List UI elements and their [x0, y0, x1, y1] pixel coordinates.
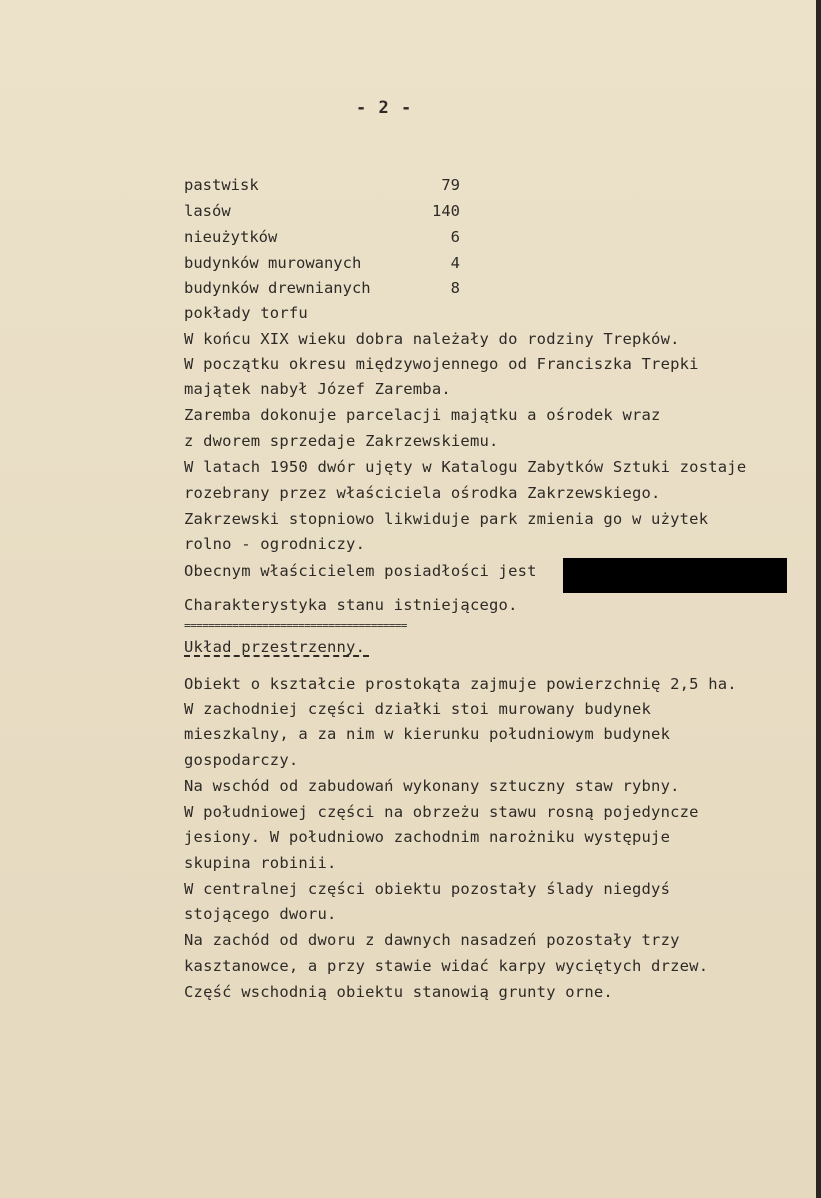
body-line: jesiony. W południowo zachodnim narożniku występuje	[184, 828, 671, 846]
history-line: pokłady torfu	[184, 304, 308, 322]
body-line: W centralnej części obiektu pozostały ślady niegdyś	[184, 880, 671, 898]
inventory-value: 8	[450, 279, 460, 297]
inventory-value: 4	[450, 254, 460, 272]
body-line: W południowej części na obrzeżu stawu rosną pojedyncze	[184, 803, 699, 821]
body-line: Na zachód od dworu z dawnych nasadzeń pozostały trzy	[184, 931, 680, 949]
history-line: Zakrzewski stopniowo likwiduje park zmienia go w użytek	[184, 510, 709, 528]
history-line: Zaremba dokonuje parcelacji majątku a ośrodek wraz	[184, 406, 661, 424]
history-line: W początku okresu międzywojennego od Franciszka Trepki	[184, 355, 699, 373]
body-line: Część wschodnią obiektu stanowią grunty orne.	[184, 983, 613, 1001]
inventory-label: nieużytków	[184, 228, 278, 246]
history-line: W latach 1950 dwór ujęty w Katalogu Zabytków Sztuki zostaje	[184, 458, 747, 476]
subheading-underline	[184, 655, 369, 657]
history-line: W końcu XIX wieku dobra należały do rodziny Trepków.	[184, 330, 680, 348]
section-heading: Charakterystyka stanu istniejącego.	[184, 596, 518, 614]
history-line: rozebrany przez właściciela ośrodka Zakrzewskiego.	[184, 484, 661, 502]
page-number: - 2 -	[356, 98, 413, 118]
history-line: Obecnym właścicielem posiadłości jest	[184, 562, 537, 580]
body-line: W zachodniej części działki stoi murowany budynek	[184, 700, 652, 718]
inventory-value: 6	[450, 228, 460, 246]
inventory-label: budynków drewnianych	[184, 279, 371, 297]
inventory-label: lasów	[184, 202, 231, 220]
body-line: gospodarczy.	[184, 751, 299, 769]
history-line: rolno - ogrodniczy.	[184, 535, 366, 553]
body-line: Obiekt o kształcie prostokąta zajmuje powierzchnię 2,5 ha.	[184, 675, 737, 693]
inventory-value: 140	[432, 202, 460, 220]
body-line: skupina robinii.	[184, 854, 337, 872]
history-line: majątek nabył Józef Zaremba.	[184, 380, 451, 398]
inventory-value: 79	[441, 176, 460, 194]
body-line: stojącego dworu.	[184, 905, 337, 923]
body-line: kasztanowce, a przy stawie widać karpy wyciętych drzew.	[184, 957, 709, 975]
inventory-label: pastwisk	[184, 176, 259, 194]
body-line: mieszkalny, a za nim w kierunku południowym budynek	[184, 725, 671, 743]
inventory-label: budynków murowanych	[184, 254, 362, 272]
section-heading-underline: =====================================	[184, 619, 407, 632]
body-line: Na wschód od zabudowań wykonany sztuczny staw rybny.	[184, 777, 680, 795]
subheading: Układ przestrzenny.	[184, 638, 366, 656]
redaction-block	[563, 558, 787, 593]
history-line: z dworem sprzedaje Zakrzewskiemu.	[184, 432, 499, 450]
